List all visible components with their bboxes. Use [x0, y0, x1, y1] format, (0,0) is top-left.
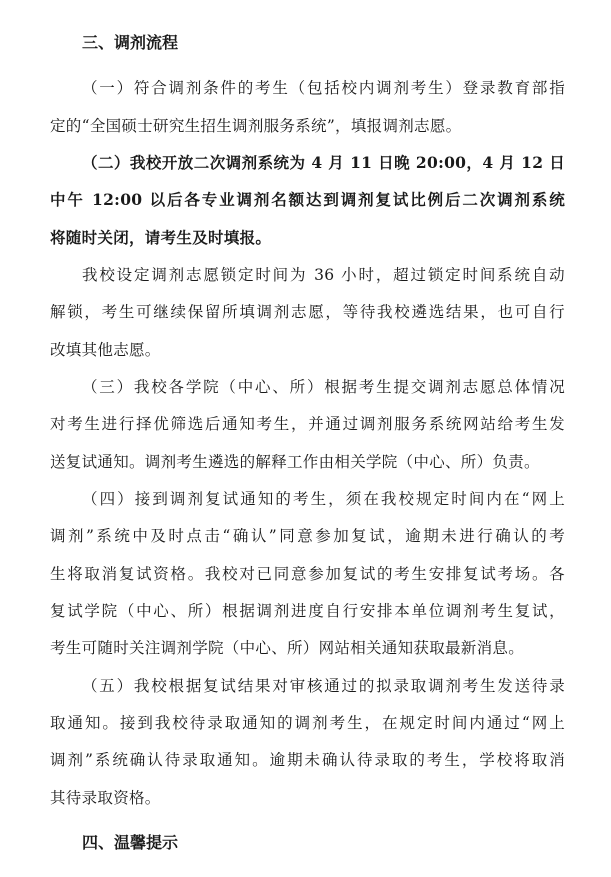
- paragraph-5-line-2: 调剂”系统中及时点击“确认”同意参加复试，逾期未进行确认的考: [50, 527, 565, 545]
- paragraph-3-line-1: 我校设定调剂志愿锁定时间为 36 小时，超过锁定时间系统自动: [82, 266, 565, 284]
- paragraph-4-line-3: 送复试通知。调剂考生遴选的解释工作由相关学院（中心、所）负责。: [50, 453, 540, 471]
- paragraph-5-line-1: （四）接到调剂复试通知的考生，须在我校规定时间内在“网上: [82, 490, 565, 508]
- paragraph-4-line-1: （三）我校各学院（中心、所）根据考生提交调剂志愿总体情况: [82, 378, 565, 396]
- paragraph-6-line-1: （五）我校根据复试结果对审核通过的拟录取调剂考生发送待录: [82, 677, 565, 695]
- paragraph-2-line-3: 将随时关闭，请考生及时填报。: [50, 228, 272, 247]
- paragraph-5-line-3: 生将取消复试资格。我校对已同意参加复试的考生安排复试考场。各: [50, 565, 565, 583]
- paragraph-3-line-3: 改填其他志愿。: [50, 341, 161, 359]
- paragraph-6-line-3: 调剂”系统确认待录取通知。逾期未确认待录取的考生，学校将取消: [50, 751, 565, 769]
- paragraph-2-line-1: （二）我校开放二次调剂系统为 4 月 11 日晚 20:00，4 月 12 日: [82, 153, 565, 172]
- paragraph-2-line-2: 中午 12:00 以后各专业调剂名额达到调剂复试比例后二次调剂系统: [50, 190, 565, 209]
- paragraph-6-line-4: 其待录取资格。: [50, 789, 161, 807]
- section-heading-3: 三、调剂流程: [82, 33, 179, 52]
- paragraph-5-line-4: 复试学院（中心、所）根据调剂进度自行安排本单位调剂考生复试，: [50, 602, 565, 620]
- paragraph-1-line-2: 定的“全国硕士研究生招生调剂服务系统”，填报调剂志愿。: [50, 117, 462, 135]
- paragraph-6-line-2: 取通知。接到我校待录取通知的调剂考生，在规定时间内通过“网上: [50, 714, 565, 732]
- paragraph-4-line-2: 对考生进行择优筛选后通知考生，并通过调剂服务系统网站给考生发: [50, 415, 565, 433]
- paragraph-1-line-1: （一）符合调剂条件的考生（包括校内调剂考生）登录教育部指: [82, 79, 565, 97]
- section-heading-4: 四、温馨提示: [82, 833, 179, 852]
- paragraph-5-line-5: 考生可随时关注调剂学院（中心、所）网站相关通知获取最新消息。: [50, 639, 525, 657]
- paragraph-3-line-2: 解锁，考生可继续保留所填调剂志愿，等待我校遴选结果，也可自行: [50, 303, 565, 321]
